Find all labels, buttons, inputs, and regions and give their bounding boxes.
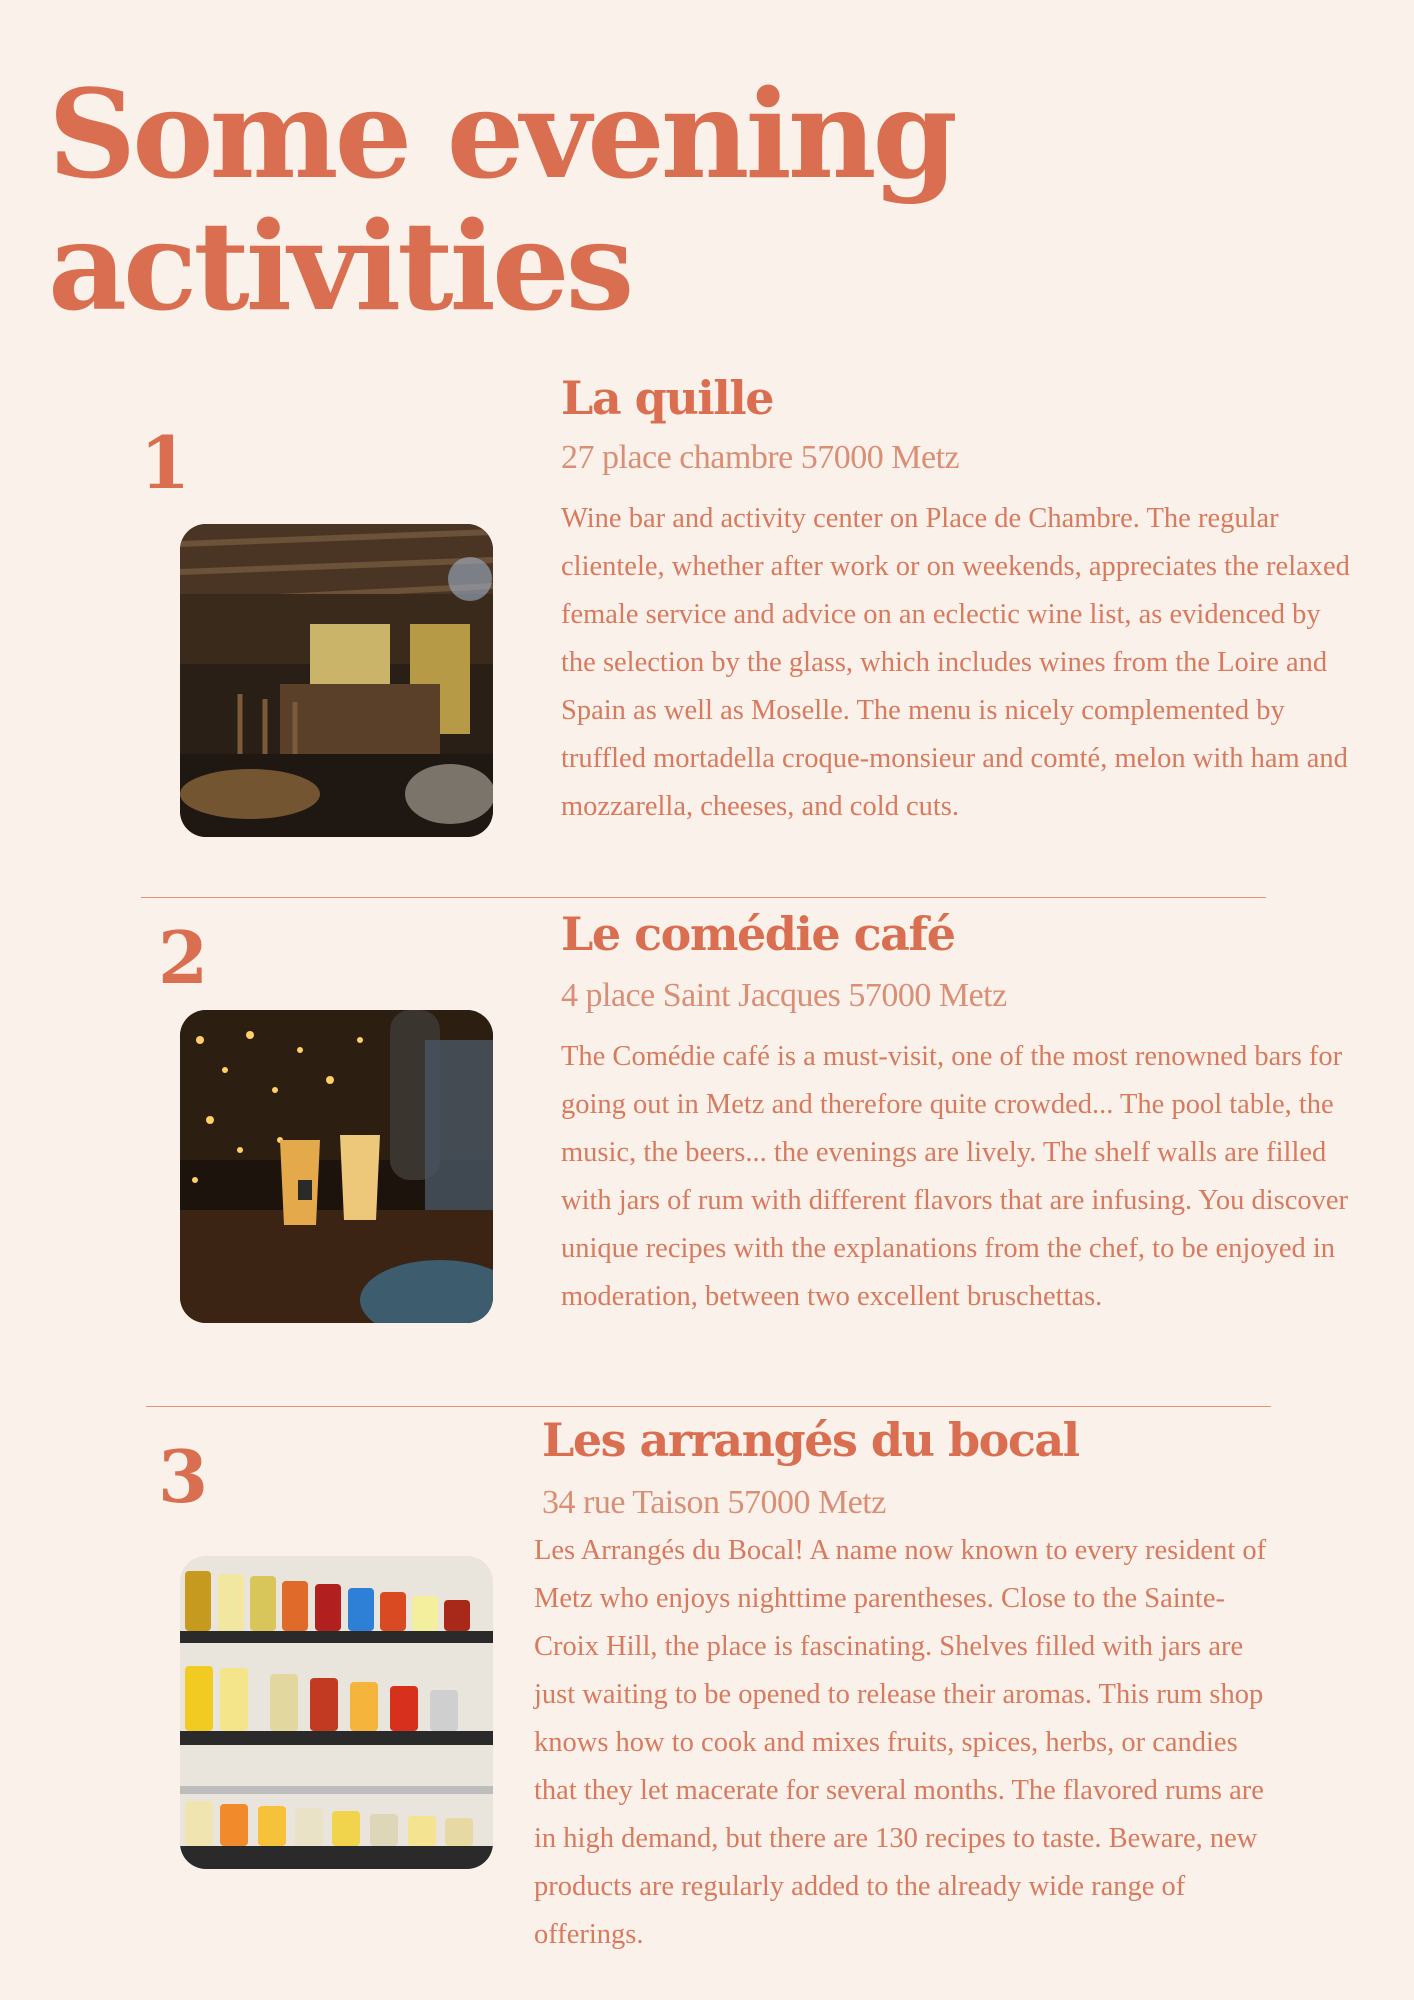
- venue-name: Le comédie café: [561, 907, 955, 961]
- wine-bar-photo: [180, 524, 493, 837]
- venue-number: 3: [158, 1434, 209, 1519]
- title-line-1: Some evening: [48, 62, 954, 206]
- venue-address: 27 place chambre 57000 Metz: [561, 439, 960, 476]
- page-title: [48, 62, 1048, 338]
- venue-name: Les arrangés du bocal: [542, 1413, 1079, 1467]
- beer-glasses-photo: [180, 1010, 493, 1323]
- venue-name: La quille: [561, 371, 773, 425]
- venue-description: The Comédie café is a must-visit, one of the most renowned bars for going out in Metz and therefore quite crowded... The pool table, the music, the beers... the evenings are lively. The shelf walls are filled with jars of rum with different flavors that are infusing. You discover unique recipes with the explanations from the chef, to be enjoyed in moderation, between two excellent bruschettas.: [561, 1041, 1349, 1312]
- venue-number: 2: [158, 915, 209, 1000]
- venue-address: 4 place Saint Jacques 57000 Metz: [561, 977, 1007, 1014]
- title-line-2: activities: [48, 194, 631, 338]
- venue-description: Wine bar and activity center on Place de Chambre. The regular clientele, whether after work or on weekends, appreciates the relaxed female service and advice on an eclectic wine list, as evidenced by the selection by the glass, which includes wines from the Loire and Spain as well as Moselle. The menu is nicely complemented by truffled mortadella croque-monsieur and comté, melon with ham and mozzarella, cheeses, and cold cuts.: [561, 503, 1350, 822]
- divider: [141, 897, 1266, 898]
- venue-description: Les Arrangés du Bocal! A name now known to every resident of Metz who enjoys nighttime parentheses. Close to the Sainte-Croix Hill, the place is fascinating. Shelves filled with jars are just waiting to be opened to release their aromas. This rum shop knows how to cook and mixes fruits, spices, herbs, or candies that they let macerate for several months. The flavored rums are in high demand, but there are 130 recipes to taste. Beware, new products are regularly added to the already wide range of offerings.: [534, 1535, 1267, 1950]
- venue-address: 34 rue Taison 57000 Metz: [542, 1484, 886, 1521]
- venue-number: 1: [140, 420, 191, 505]
- rum-jars-photo: [180, 1556, 493, 1869]
- divider: [146, 1406, 1271, 1407]
